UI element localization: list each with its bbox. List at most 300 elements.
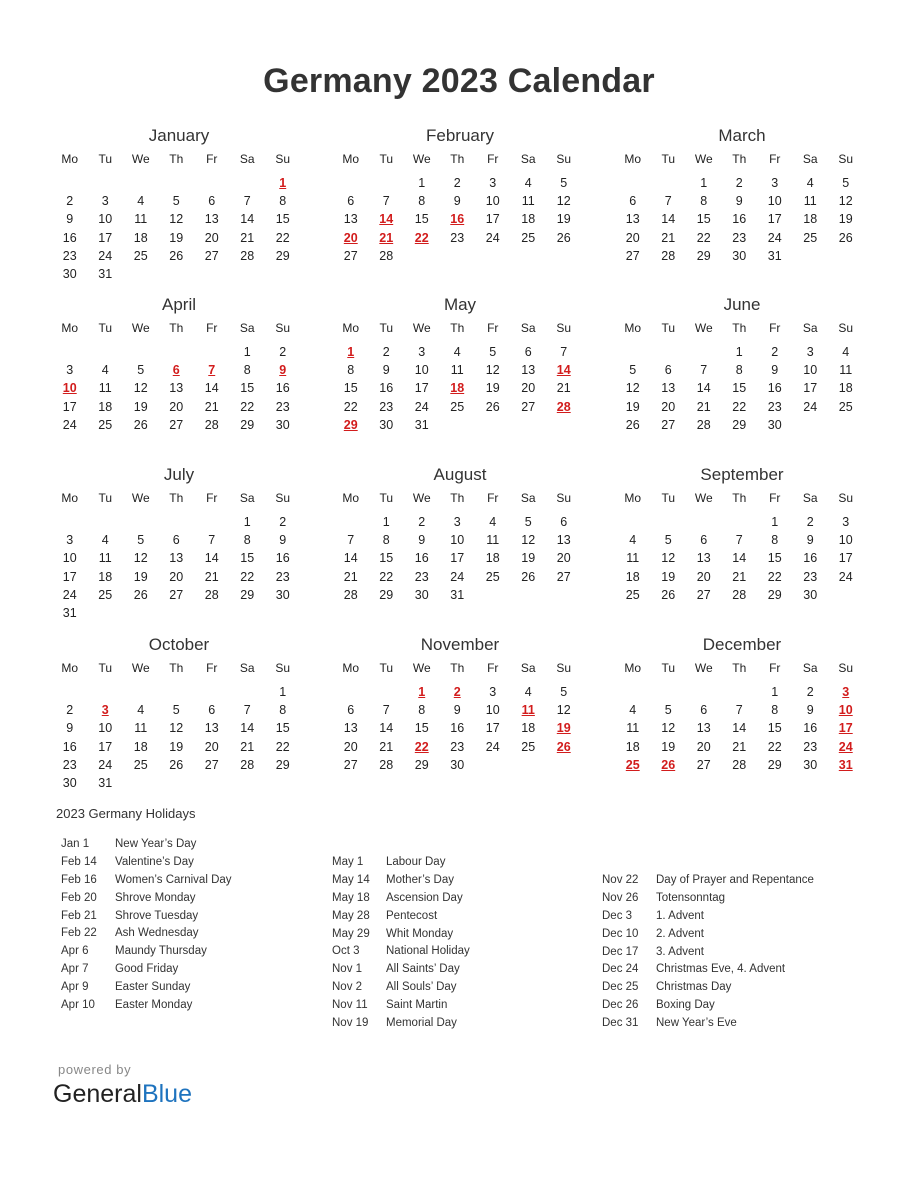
calendar-day: 16 <box>803 551 818 566</box>
calendar-day: 2 <box>735 176 743 190</box>
calendar-day: 12 <box>485 363 500 378</box>
calendar-day: 2 <box>279 345 287 359</box>
calendar-day: 6 <box>700 703 708 718</box>
weekday-header: Sa <box>520 152 536 166</box>
calendar-day: 9 <box>279 533 287 548</box>
calendar-day: 10 <box>414 363 429 378</box>
calendar-day: 18 <box>803 212 818 227</box>
holidays-heading: 2023 Germany Holidays <box>56 806 196 821</box>
calendar-day: 25 <box>803 230 818 245</box>
weekday-header: Sa <box>520 321 536 335</box>
holiday-row <box>61 979 232 997</box>
weekday-header: Mo <box>624 661 642 675</box>
calendar-day: 14 <box>661 212 676 227</box>
holiday-date-label: May 18 <box>332 891 370 904</box>
calendar-day: 3 <box>806 345 814 359</box>
calendar-day: 31 <box>414 417 429 432</box>
weekday-header: Su <box>556 321 572 335</box>
weekday-header: Mo <box>61 491 79 505</box>
calendar-day: 22 <box>275 739 290 754</box>
holiday-date-label: Apr 7 <box>61 963 89 976</box>
holiday-name: Christmas Eve, 4. Advent <box>656 963 786 976</box>
calendar-day: 4 <box>137 703 145 718</box>
calendar-day: 29 <box>240 587 255 602</box>
calendar-day: 1 <box>243 345 251 359</box>
calendar-day: 13 <box>521 363 536 378</box>
calendar-day: 29 <box>240 417 255 432</box>
holiday-name: Ascension Day <box>386 891 463 904</box>
calendar-day: 8 <box>279 194 287 209</box>
calendar-day: 23 <box>803 569 818 584</box>
calendar-day: 13 <box>556 533 571 548</box>
calendar-day: 5 <box>560 176 568 190</box>
calendar-day: 2 <box>279 515 287 529</box>
calendar-day: 12 <box>169 721 184 736</box>
calendar-day: 21 <box>204 569 219 584</box>
holiday-date: 26 <box>556 739 571 754</box>
calendar-day: 24 <box>450 569 465 584</box>
holiday-date-label: Dec 10 <box>602 927 639 940</box>
holiday-date: 26 <box>661 757 676 772</box>
holiday-date-label: May 14 <box>332 873 370 886</box>
calendar-day: 10 <box>98 721 113 736</box>
calendar-day: 13 <box>343 721 358 736</box>
calendar-day: 30 <box>803 757 818 772</box>
calendar-day: 22 <box>240 569 255 584</box>
calendar-day: 28 <box>379 757 394 772</box>
brand-logo-general: General <box>53 1080 142 1108</box>
calendar-day: 11 <box>450 363 464 378</box>
calendar-day: 9 <box>735 194 743 209</box>
holiday-date-label: Nov 1 <box>332 963 363 976</box>
holiday-date: 1 <box>279 176 287 190</box>
calendar-day: 4 <box>629 703 637 718</box>
calendar-day: 16 <box>450 721 465 736</box>
holiday-date-label: Jan 1 <box>61 838 90 850</box>
month-name: July <box>163 465 195 484</box>
holiday-row <box>602 944 814 962</box>
weekday-header: Th <box>169 491 184 505</box>
calendar-day: 5 <box>172 703 180 718</box>
weekday-header: Fr <box>206 152 218 166</box>
calendar-day: 16 <box>803 721 818 736</box>
calendar-day: 7 <box>560 345 568 359</box>
holiday-date-label: Nov 19 <box>332 1017 369 1030</box>
holiday-name: Day of Prayer and Repentance <box>656 874 814 886</box>
weekday-header: Th <box>732 152 747 166</box>
calendar-day: 13 <box>169 551 184 566</box>
calendar-day: 29 <box>732 417 747 432</box>
calendar-day: 19 <box>838 212 853 227</box>
holiday-date-label: Dec 31 <box>602 1017 639 1030</box>
calendar-day: 9 <box>806 533 814 548</box>
holiday-date: 18 <box>450 381 465 396</box>
month-november <box>333 634 587 774</box>
calendar-day: 17 <box>485 721 500 736</box>
holiday-date: 7 <box>208 363 216 378</box>
calendar-day: 17 <box>450 551 465 566</box>
weekday-header: Mo <box>624 152 642 166</box>
calendar-day: 30 <box>767 417 782 432</box>
calendar-day: 23 <box>62 757 77 772</box>
calendar-day: 22 <box>767 739 782 754</box>
calendar-day: 24 <box>98 757 113 772</box>
calendar-day: 23 <box>62 248 77 263</box>
month-july <box>52 464 306 622</box>
month-december <box>615 634 869 774</box>
calendar-day: 29 <box>379 587 394 602</box>
holiday-date-label: Feb 21 <box>61 909 97 922</box>
calendar-day: 29 <box>767 757 782 772</box>
calendar-day: 6 <box>629 194 637 209</box>
calendar-day: 5 <box>664 533 672 548</box>
calendar-day: 4 <box>101 533 109 548</box>
calendar-day: 11 <box>839 363 853 378</box>
calendar-day: 5 <box>842 176 850 190</box>
calendar-day: 20 <box>521 381 536 396</box>
calendar-day: 25 <box>133 248 148 263</box>
calendar-day: 4 <box>524 685 532 699</box>
weekday-header: Sa <box>802 321 818 335</box>
calendar-day: 29 <box>275 248 290 263</box>
calendar-day: 27 <box>169 417 184 432</box>
calendar-day: 20 <box>661 399 676 414</box>
holiday-date: 1 <box>418 685 426 699</box>
holiday-row <box>61 943 232 961</box>
calendar-day: 5 <box>560 685 568 699</box>
calendar-day: 30 <box>62 266 77 281</box>
calendar-day: 13 <box>661 381 676 396</box>
calendar-day: 14 <box>204 381 219 396</box>
calendar-day: 23 <box>275 399 290 414</box>
weekday-header: We <box>131 491 150 505</box>
holiday-row <box>332 961 470 979</box>
calendar-day: 6 <box>664 363 672 378</box>
calendar-day: 19 <box>661 739 676 754</box>
month-april <box>52 294 306 434</box>
calendar-day: 20 <box>696 739 711 754</box>
weekday-header: Sa <box>802 152 818 166</box>
calendar-day: 3 <box>842 515 850 529</box>
calendar-day: 5 <box>664 703 672 718</box>
holiday-date-label: Nov 22 <box>602 874 639 886</box>
holiday-date: 31 <box>838 757 853 772</box>
calendar-day: 20 <box>169 569 184 584</box>
holiday-name: All Souls’ Day <box>386 981 457 994</box>
calendar-day: 5 <box>524 515 532 529</box>
weekday-header: Fr <box>769 661 781 675</box>
calendar-day: 24 <box>803 399 818 414</box>
holiday-date-label: Dec 17 <box>602 945 639 958</box>
weekday-header: Mo <box>624 321 642 335</box>
calendar-day: 18 <box>521 721 536 736</box>
month-days-grid <box>333 148 587 265</box>
calendar-day: 16 <box>379 381 394 396</box>
holiday-row <box>61 908 232 926</box>
holiday-name: Shrove Monday <box>115 891 196 904</box>
calendar-day: 27 <box>521 399 536 414</box>
weekday-header: Tu <box>661 491 676 505</box>
calendar-day: 17 <box>62 399 77 414</box>
calendar-day: 12 <box>521 533 536 548</box>
weekday-header: Th <box>450 152 465 166</box>
holiday-date: 21 <box>379 230 394 245</box>
calendar-day: 7 <box>735 533 743 548</box>
calendar-day: 25 <box>625 587 640 602</box>
weekday-header: Tu <box>661 661 676 675</box>
calendar-day: 8 <box>243 533 251 548</box>
calendar-day: 5 <box>629 363 637 378</box>
calendar-day: 21 <box>732 739 747 754</box>
calendar-day: 24 <box>485 739 500 754</box>
calendar-day: 9 <box>806 703 814 718</box>
holiday-date: 3 <box>101 703 109 718</box>
calendar-day: 11 <box>626 551 640 566</box>
calendar-day: 19 <box>133 569 148 584</box>
calendar-day: 12 <box>556 194 571 209</box>
holiday-column <box>602 872 814 1033</box>
weekday-header: Su <box>275 661 291 675</box>
calendar-day: 23 <box>767 399 782 414</box>
holiday-date: 22 <box>414 230 429 245</box>
weekday-header: We <box>131 152 150 166</box>
holiday-date-label: Nov 11 <box>332 999 368 1012</box>
holiday-row <box>61 872 232 890</box>
calendar-day: 17 <box>767 212 782 227</box>
holiday-name: Shrove Tuesday <box>115 909 199 922</box>
calendar-day: 20 <box>169 399 184 414</box>
calendar-day: 4 <box>629 533 637 548</box>
calendar-day: 1 <box>771 685 779 699</box>
calendar-day: 14 <box>240 721 255 736</box>
month-days-grid <box>52 657 306 792</box>
calendar-day: 15 <box>414 212 429 227</box>
calendar-day: 24 <box>767 230 782 245</box>
calendar-day: 31 <box>98 775 113 790</box>
weekday-header: We <box>694 491 713 505</box>
month-days-grid <box>333 317 587 434</box>
calendar-day: 23 <box>414 569 429 584</box>
calendar-day: 22 <box>767 569 782 584</box>
calendar-day: 12 <box>625 381 640 396</box>
calendar-day: 21 <box>204 399 219 414</box>
weekday-header: Tu <box>379 321 394 335</box>
calendar-day: 5 <box>489 345 497 359</box>
holiday-name: Mother’s Day <box>386 873 454 886</box>
holiday-name: New Year’s Day <box>115 838 197 850</box>
calendar-day: 19 <box>521 551 536 566</box>
calendar-day: 15 <box>732 381 747 396</box>
calendar-day: 19 <box>169 230 184 245</box>
holiday-row <box>602 979 814 997</box>
calendar-day: 8 <box>700 194 708 209</box>
weekday-header: We <box>412 321 431 335</box>
calendar-day: 28 <box>240 757 255 772</box>
calendar-day: 26 <box>521 569 536 584</box>
calendar-day: 8 <box>735 363 743 378</box>
calendar-day: 22 <box>732 399 747 414</box>
calendar-day: 3 <box>66 363 74 378</box>
calendar-day: 16 <box>275 551 290 566</box>
calendar-day: 22 <box>696 230 711 245</box>
holiday-date-label: Dec 3 <box>602 909 633 922</box>
calendar-day: 16 <box>275 381 290 396</box>
month-february <box>333 125 587 265</box>
weekday-header: We <box>694 321 713 335</box>
calendar-day: 10 <box>485 703 500 718</box>
calendar-day: 4 <box>842 345 850 359</box>
calendar-day: 2 <box>453 176 461 190</box>
calendar-day: 23 <box>450 739 465 754</box>
weekday-header: Sa <box>802 491 818 505</box>
weekday-header: Fr <box>487 321 499 335</box>
calendar-day: 27 <box>696 587 711 602</box>
calendar-day: 14 <box>732 721 747 736</box>
weekday-header: Fr <box>769 152 781 166</box>
calendar-day: 7 <box>208 533 216 548</box>
holiday-name: Easter Monday <box>115 999 193 1012</box>
weekday-header: Fr <box>487 491 499 505</box>
holiday-row <box>332 979 470 997</box>
calendar-day: 25 <box>98 417 113 432</box>
calendar-day: 20 <box>204 739 219 754</box>
holiday-date: 28 <box>556 399 571 414</box>
calendar-day: 27 <box>661 417 676 432</box>
calendar-day: 14 <box>240 212 255 227</box>
month-october <box>52 634 306 792</box>
calendar-day: 25 <box>133 757 148 772</box>
calendar-day: 10 <box>62 551 77 566</box>
calendar-day: 3 <box>489 176 497 190</box>
calendar-day: 28 <box>661 248 676 263</box>
calendar-day: 3 <box>489 685 497 699</box>
calendar-day: 15 <box>767 721 782 736</box>
calendar-day: 16 <box>767 381 782 396</box>
calendar-day: 9 <box>453 194 461 209</box>
holiday-date: 14 <box>379 212 394 227</box>
holiday-name: Memorial Day <box>386 1017 457 1030</box>
calendar-day: 18 <box>98 569 113 584</box>
holiday-row <box>332 872 470 890</box>
brand-logo[interactable] <box>53 1080 192 1109</box>
calendar-day: 3 <box>66 533 74 548</box>
calendar-day: 6 <box>700 533 708 548</box>
calendar-day: 27 <box>169 587 184 602</box>
calendar-day: 20 <box>204 230 219 245</box>
weekday-header: Su <box>275 321 291 335</box>
calendar-day: 18 <box>98 399 113 414</box>
weekday-header: Th <box>450 661 465 675</box>
calendar-day: 11 <box>134 212 148 227</box>
month-name: May <box>443 295 477 314</box>
calendar-day: 10 <box>98 212 113 227</box>
calendar-day: 16 <box>62 739 77 754</box>
weekday-header: Su <box>838 491 854 505</box>
holiday-name: Saint Martin <box>386 999 448 1012</box>
calendar-day: 3 <box>453 515 461 529</box>
holiday-name: National Holiday <box>386 945 470 958</box>
calendar-day: 4 <box>524 176 532 190</box>
powered-by-label: powered by <box>58 1062 132 1077</box>
calendar-day: 29 <box>696 248 711 263</box>
holiday-date-label: Feb 20 <box>61 891 97 904</box>
calendar-day: 28 <box>204 417 219 432</box>
calendar-day: 7 <box>382 194 390 209</box>
calendar-day: 7 <box>243 194 251 209</box>
weekday-header: Su <box>275 491 291 505</box>
weekday-header: Tu <box>661 152 676 166</box>
calendar-day: 11 <box>486 533 500 548</box>
calendar-day: 13 <box>204 212 219 227</box>
calendar-day: 28 <box>696 417 711 432</box>
calendar-day: 6 <box>524 345 532 359</box>
weekday-header: Mo <box>61 321 79 335</box>
holiday-date-label: May 1 <box>332 856 364 868</box>
weekday-header: Mo <box>342 491 360 505</box>
calendar-day: 30 <box>414 587 429 602</box>
holiday-date: 14 <box>556 363 571 378</box>
calendar-day: 26 <box>838 230 853 245</box>
holiday-name: Women’s Carnival Day <box>115 873 232 886</box>
calendar-day: 14 <box>343 551 358 566</box>
month-name: December <box>702 635 782 654</box>
calendar-day: 26 <box>133 417 148 432</box>
calendar-day: 21 <box>343 569 358 584</box>
holiday-date: 29 <box>343 417 358 432</box>
holiday-date-label: Apr 9 <box>61 981 89 994</box>
calendar-day: 9 <box>453 703 461 718</box>
holiday-row <box>332 943 470 961</box>
holiday-date: 24 <box>838 739 853 754</box>
calendar-day: 6 <box>208 703 216 718</box>
calendar-day: 14 <box>732 551 747 566</box>
holiday-row <box>602 908 814 926</box>
month-name: February <box>425 126 495 145</box>
month-days-grid <box>333 657 587 774</box>
weekday-header: Th <box>450 491 465 505</box>
weekday-header: Tu <box>98 152 113 166</box>
month-days-grid <box>615 657 869 774</box>
holiday-date: 17 <box>838 721 853 736</box>
calendar-day: 12 <box>661 721 676 736</box>
holiday-name: Ash Wednesday <box>115 927 199 940</box>
holiday-date: 25 <box>625 757 640 772</box>
weekday-header: Mo <box>624 491 642 505</box>
holiday-date: 22 <box>414 739 429 754</box>
calendar-day: 24 <box>98 248 113 263</box>
calendar-day: 30 <box>275 587 290 602</box>
calendar-day: 5 <box>137 533 145 548</box>
holiday-date-label: Dec 26 <box>602 999 639 1012</box>
calendar-day: 17 <box>485 212 500 227</box>
holiday-row <box>602 926 814 944</box>
calendar-day: 23 <box>275 569 290 584</box>
calendar-day: 23 <box>732 230 747 245</box>
holiday-row <box>332 890 470 908</box>
calendar-day: 27 <box>343 757 358 772</box>
calendar-day: 18 <box>133 230 148 245</box>
weekday-header: Fr <box>769 321 781 335</box>
calendar-day: 20 <box>556 551 571 566</box>
calendar-day: 15 <box>275 212 290 227</box>
calendar-day: 29 <box>414 757 429 772</box>
holiday-row <box>332 997 470 1015</box>
calendar-day: 11 <box>803 194 817 209</box>
weekday-header: Mo <box>342 661 360 675</box>
weekday-header: Th <box>169 321 184 335</box>
holiday-name: Valentine’s Day <box>115 855 194 868</box>
calendar-day: 15 <box>414 721 429 736</box>
